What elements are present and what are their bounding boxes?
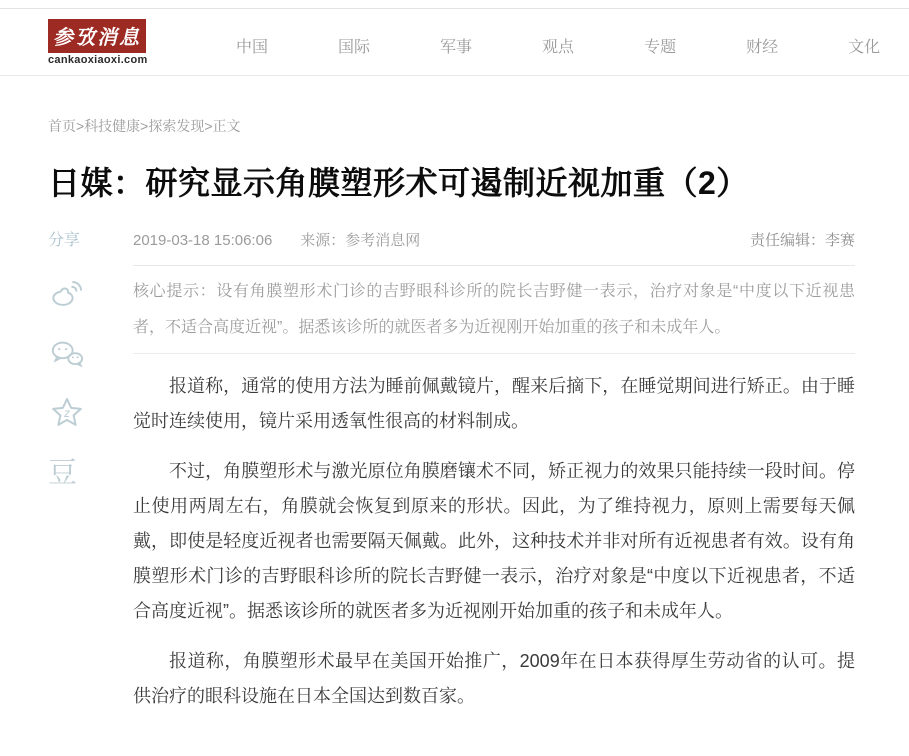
top-divider xyxy=(0,0,909,9)
content-area xyxy=(0,116,909,714)
article-body xyxy=(133,231,855,714)
hint-divider xyxy=(133,353,855,354)
weibo-icon[interactable] xyxy=(48,275,86,311)
breadcrumb[interactable]: 首页>科技健康>探索发现>正文 xyxy=(48,118,241,134)
paragraph-2: 不过，角膜塑形术与激光原位角膜磨镶术不同，矫正视力的效果只能持续一段时间。停止使用两周左右，角膜就会恢复到原来的形状。因此，为了维持视力，原则上需要每天佩戴，即使是轻度近视者也需要隔天佩戴。此外，这种技术并非对所有近视患者有效。设有角膜塑形术门诊的吉野眼科诊所的院长吉野健一表示，治疗对象是“中度以下近视患者，不适合高度近视”。据悉该诊所的就医者多为近视刚开始加重的孩子和未成年人。 xyxy=(133,461,855,621)
nav-item-finance[interactable]: 财经 xyxy=(746,38,779,56)
site-header xyxy=(0,9,909,76)
nav-item-international[interactable]: 国际 xyxy=(338,38,371,56)
paragraph-1: 报道称，通常的使用方法为睡前佩戴镜片，醒来后摘下，在睡觉期间进行矫正。由于睡觉时连续使用，镜片采用透氧性很高的材料制成。 xyxy=(133,376,855,431)
wechat-icon[interactable] xyxy=(48,335,86,371)
site-logo[interactable] xyxy=(48,19,146,66)
share-sidebar xyxy=(48,231,118,491)
logo-image: 参攷消息 xyxy=(48,19,146,53)
douban-icon[interactable]: 豆 xyxy=(48,457,78,489)
nav-item-opinion[interactable]: 观点 xyxy=(542,38,575,56)
nav-item-military[interactable]: 军事 xyxy=(440,38,473,56)
article-wrap xyxy=(48,231,855,714)
nav-item-culture[interactable]: 文化 xyxy=(848,38,881,56)
logo-domain: cankaoxiaoxi.com xyxy=(48,53,148,66)
share-label: 分享 xyxy=(48,232,81,249)
nav-item-topics[interactable]: 专题 xyxy=(644,38,677,56)
svg-text:z: z xyxy=(64,407,70,421)
qzone-icon[interactable] xyxy=(48,395,86,431)
article-meta xyxy=(133,231,855,251)
article-source: 来源：参考消息网 xyxy=(300,232,421,249)
publish-date: 2019-03-18 15:06:06 xyxy=(133,232,273,249)
core-hint: 核心提示：设有角膜塑形术门诊的吉野眼科诊所的院长吉野健一表示，治疗对象是“中度以下近视患者，不适合高度近视”。据悉该诊所的就医者多为近视刚开始加重的孩子和未成年人。 xyxy=(133,283,855,336)
article-title: 日媒：研究显示角膜塑形术可遏制近视加重（2） xyxy=(48,165,749,201)
paragraph-3: 报道称，角膜塑形术最早在美国开始推广，2009年在日本获得厚生劳动省的认可。提供治疗的眼科设施在日本全国达到数百家。 xyxy=(133,651,855,706)
main-nav xyxy=(236,34,880,57)
nav-item-china[interactable]: 中国 xyxy=(236,38,269,56)
responsible-editor: 责任编辑：李赛 xyxy=(749,232,855,249)
